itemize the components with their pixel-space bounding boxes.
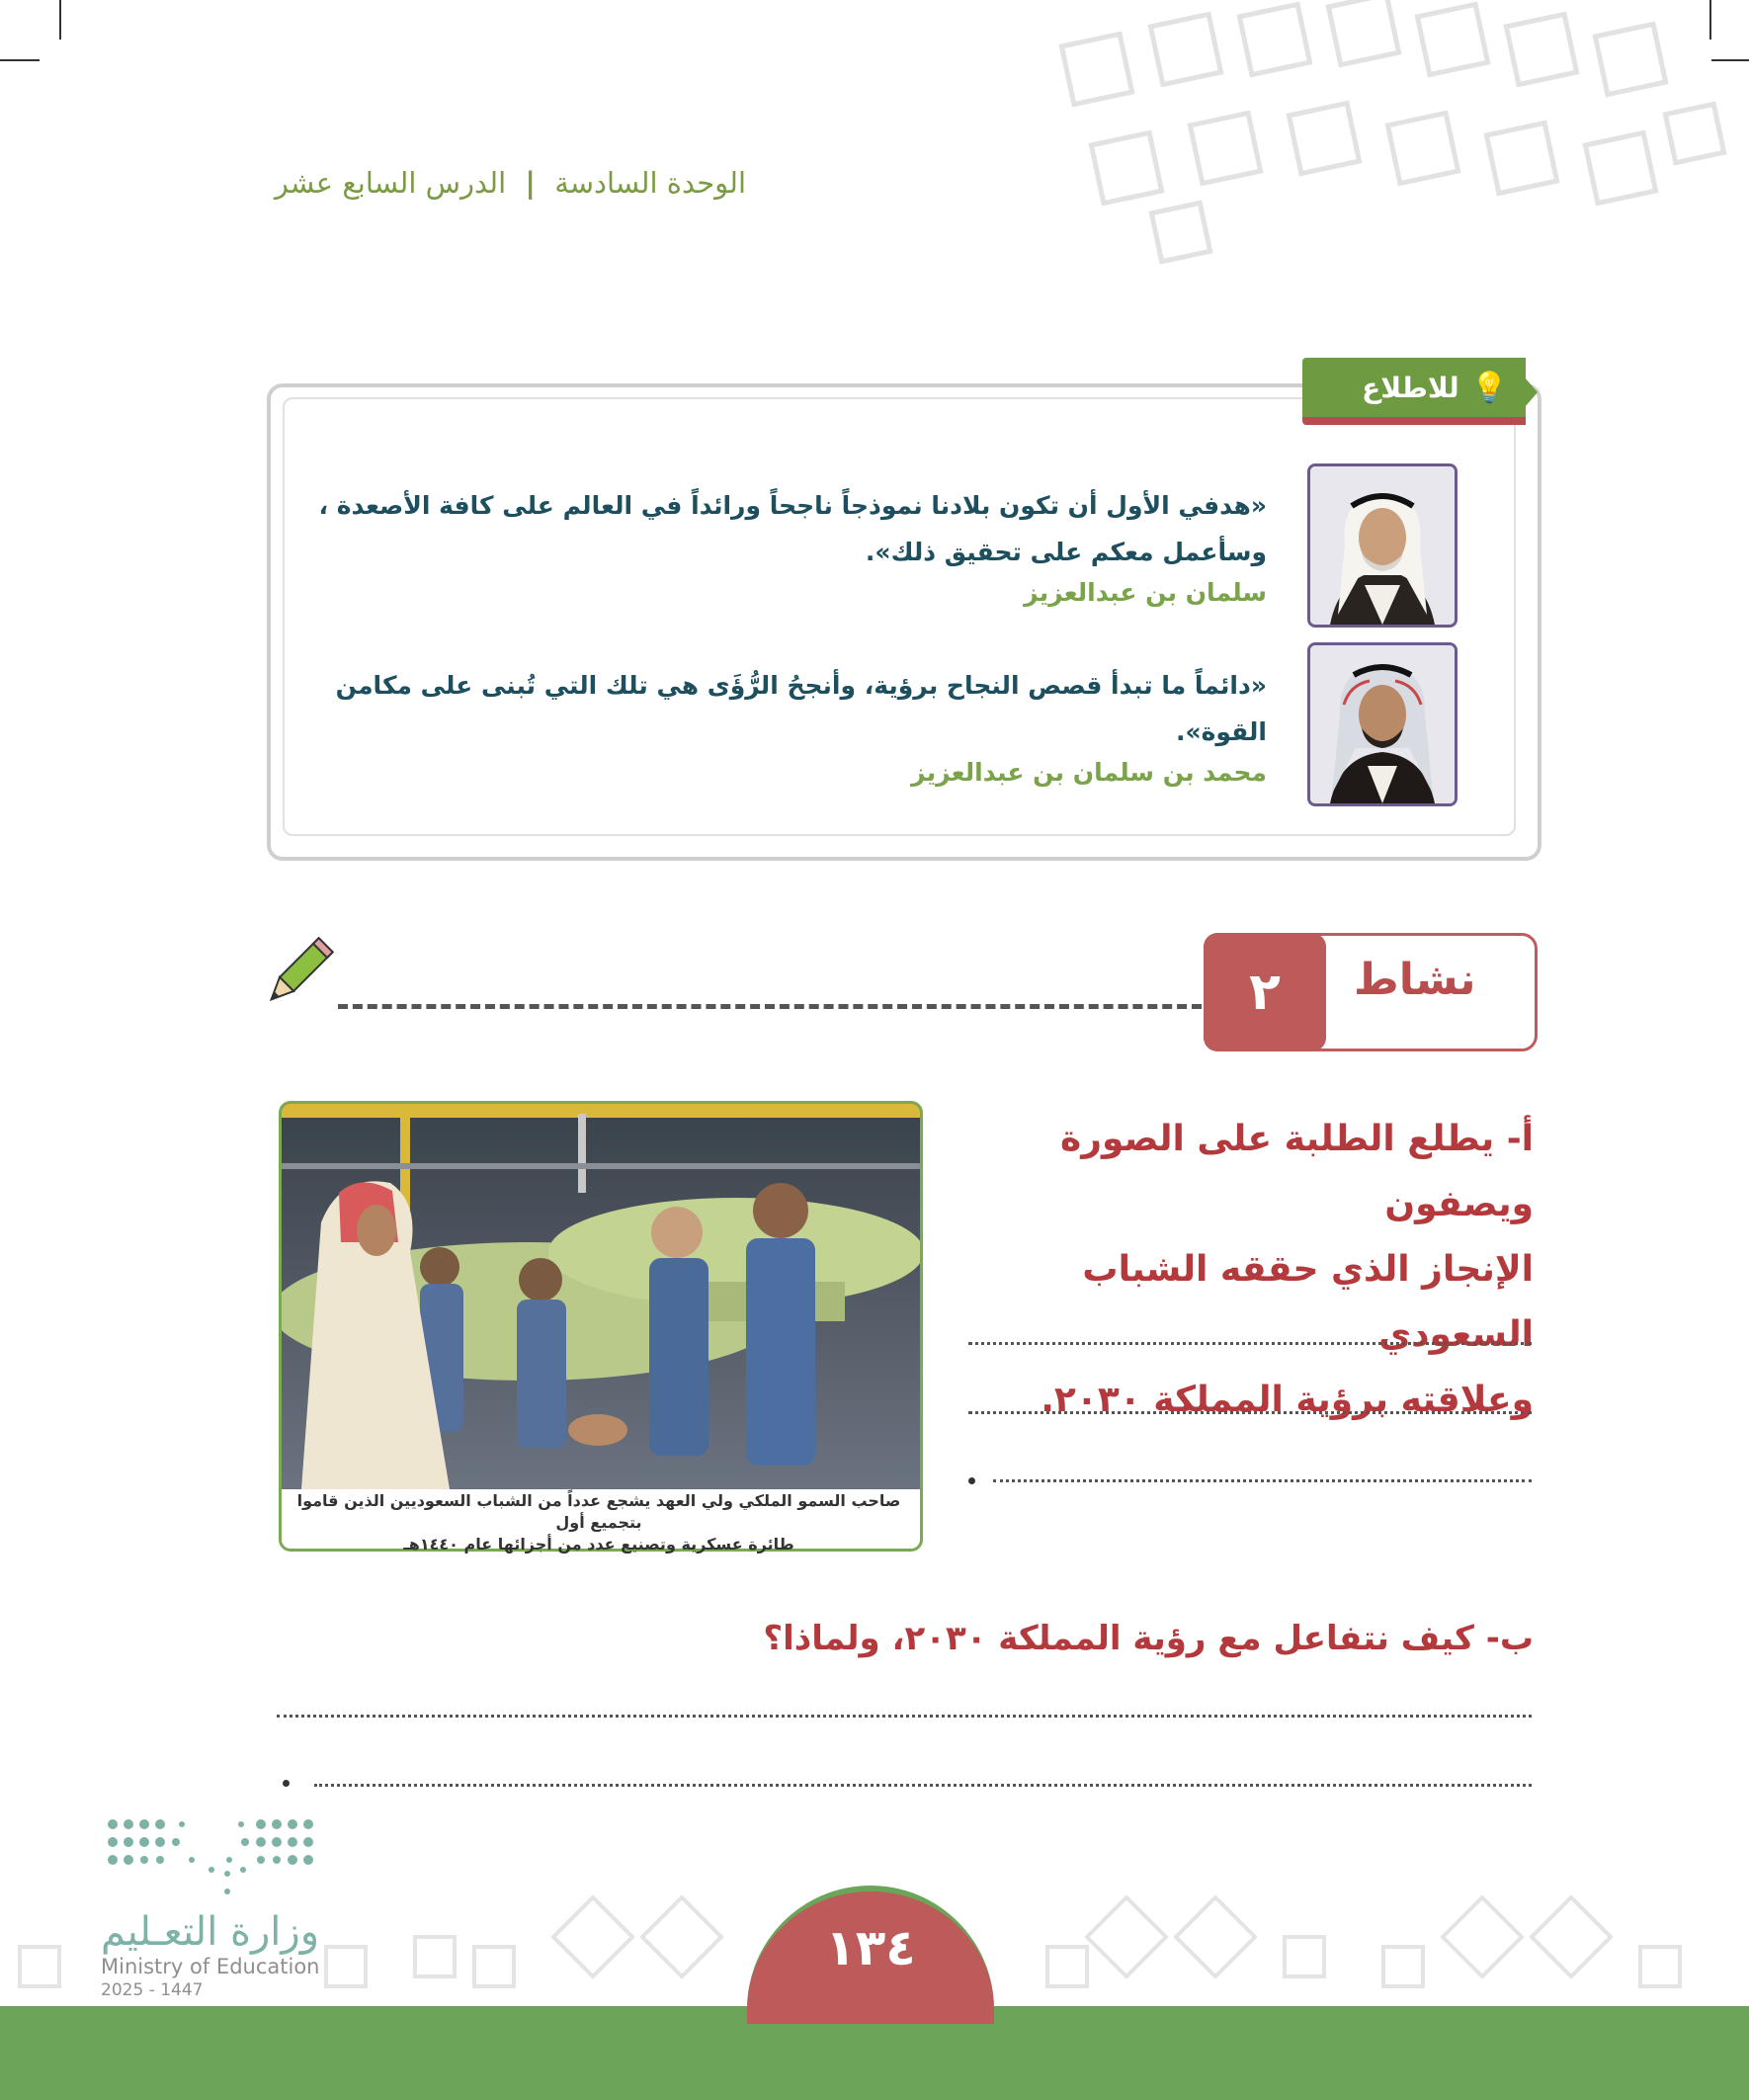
quote-1-author: سلمان بن عبدالعزيز — [1024, 578, 1267, 607]
page-header — [275, 166, 746, 200]
activity-number: ٢ — [1204, 933, 1326, 1051]
portrait-illustration — [1310, 645, 1455, 803]
question-a-line-2: الإنجاز الذي حققه الشباب السعودي — [1082, 1249, 1534, 1355]
unit-title: الوحدة السادسة — [554, 166, 746, 200]
answer-line[interactable] — [314, 1784, 1532, 1787]
quote-2-author: محمد بن سلمان بن عبدالعزيز — [911, 758, 1267, 787]
line-end-dot — [968, 1477, 975, 1484]
answer-line[interactable] — [993, 1479, 1532, 1482]
ministry-name-arabic: وزارة التعـليم — [101, 1909, 320, 1955]
quote-1-line-1: «هدفي الأول أن تكون بلادنا نموذجاً ناجحاً ورائداً في العالم على كافة الأصعدة ، — [318, 491, 1267, 520]
photo-caption-line-2: طائرة عسكرية وتصنيع عدد من أجزائها عام ١٤٤٠هـ — [403, 1535, 794, 1554]
quote-2-line-2: القوة». — [1175, 717, 1267, 746]
ministry-logo-icon — [103, 1814, 314, 1903]
question-b: ب- كيف نتفاعل مع رؤية المملكة ٢٠٣٠، ولماذا؟ — [763, 1619, 1534, 1658]
lightbulb-icon: 💡 — [1470, 370, 1508, 405]
portrait-king — [1307, 463, 1458, 628]
answer-line[interactable] — [968, 1342, 1532, 1345]
answer-line[interactable] — [277, 1715, 1532, 1718]
question-a — [921, 1107, 1534, 1433]
ministry-year: 2025 - 1447 — [101, 1980, 204, 2000]
answer-line[interactable] — [968, 1411, 1532, 1414]
page-number: ١٣٤ — [747, 1886, 994, 2024]
photo-caption — [283, 1490, 915, 1555]
crop-mark — [0, 59, 40, 61]
quote-2-line-1: «دائماً ما تبدأ قصص النجاح برؤية، وأنجحُ الرُّؤَى هي تلك التي تُبنى على مكامن — [335, 671, 1267, 700]
pencil-icon — [259, 937, 334, 1012]
hangar-photo-illustration — [282, 1104, 920, 1489]
portrait-illustration — [1310, 466, 1455, 625]
info-tag-label: للاطلاع — [1362, 371, 1459, 404]
ministry-name-english: Ministry of Education — [101, 1955, 320, 1978]
line-end-dot — [283, 1780, 290, 1787]
portrait-crown-prince — [1307, 642, 1458, 806]
question-a-line-3: وعلاقته برؤية المملكة ٢٠٣٠. — [1041, 1380, 1534, 1420]
activity-photo — [279, 1101, 923, 1552]
question-a-line-1: أ- يطلع الطلبة على الصورة ويصفون — [1059, 1119, 1534, 1224]
quote-1-line-2: وسأعمل معكم على تحقيق ذلك». — [865, 538, 1267, 566]
quote-2 — [279, 662, 1267, 755]
dashed-divider — [338, 1004, 1202, 1009]
photo-caption-line-1: صاحب السمو الملكي ولي العهد يشجع عدداً من الشباب السعوديين الذين قاموا بتجميع أول — [296, 1491, 901, 1532]
header-separator: | — [525, 166, 536, 200]
quote-1 — [279, 482, 1267, 575]
info-tag — [1302, 358, 1526, 425]
activity-title: نشاط — [1354, 955, 1476, 1005]
crop-mark — [59, 0, 61, 40]
decorative-pattern — [1028, 0, 1749, 267]
lesson-title: الدرس السابع عشر — [274, 166, 507, 200]
